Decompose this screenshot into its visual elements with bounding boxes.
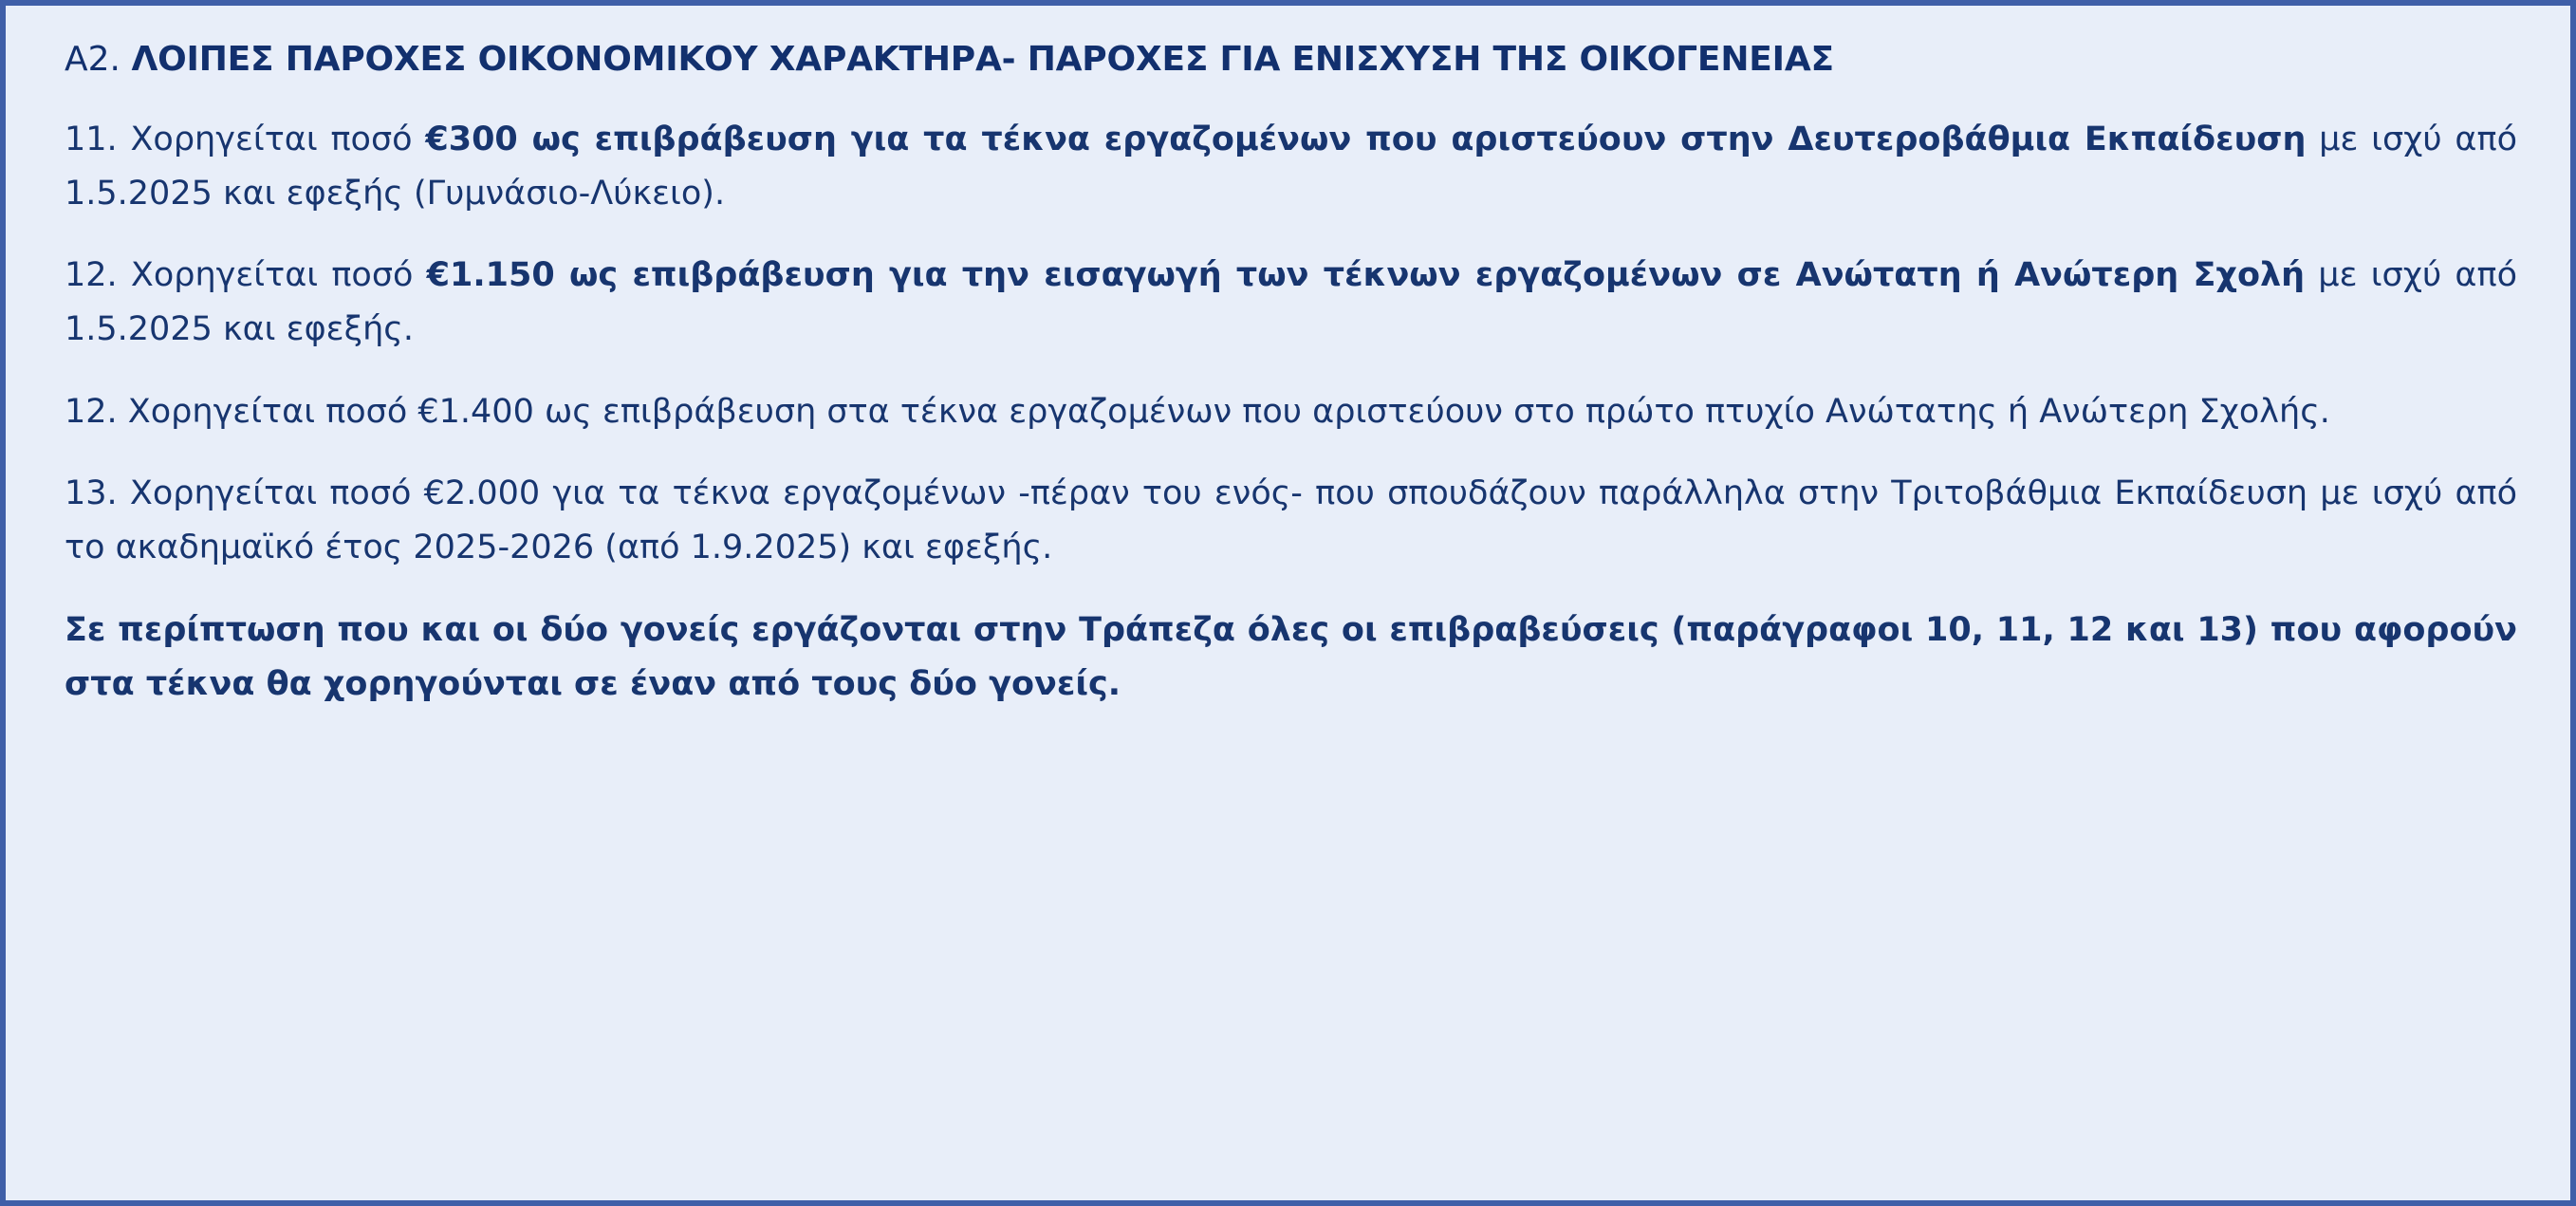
text-run: 12. Χορηγείται ποσό €1.400 ως επιβράβευση στα τέκνα εργαζομένων που αριστεύουν στο πρώτο πτυχίο Ανώτατης ή Ανώτερη Σχολής.: [65, 392, 2330, 431]
text-run: 13. Χορηγείται ποσό €2.000 για τα τέκνα εργαζομένων -πέραν του ενός- που σπουδάζουν παράλληλα στην Τριτοβάθμια Εκπαίδευση με ισχύ από το ακαδημαϊκό έτος 2025-2026 (από 1.9.2025) και εφεξής.: [65, 474, 2517, 567]
text-run: €1.150 ως επιβράβευση για την εισαγωγή των τέκνων εργαζομένων σε Ανώτατη ή Ανώτερη Σχολή: [426, 256, 2306, 295]
paragraph-item-12a: [65, 249, 2517, 356]
section-heading: [65, 38, 2517, 81]
text-run: 11. Χορηγείται ποσό: [65, 121, 426, 158]
text-run: €300 ως επιβράβευση για τα τέκνα εργαζομένων που αριστεύουν στην Δευτεροβάθμια Εκπαίδευση: [425, 121, 2307, 158]
text-run: με ισχύ από 1.5.2025 και εφεξής.: [65, 256, 2517, 349]
paragraph-list: [65, 113, 2517, 711]
paragraph-item-12b: [65, 385, 2517, 439]
section-title: ΛΟΙΠΕΣ ΠΑΡΟΧΕΣ ΟΙΚΟΝΟΜΙΚΟΥ ΧΑΡΑΚΤΗΡΑ- ΠΑΡΟΧΕΣ ΓΙΑ ΕΝΙΣΧΥΣΗ ΤΗΣ ΟΙΚΟΓΕΝΕΙΑΣ: [131, 40, 1834, 79]
paragraph-item-11: [65, 113, 2517, 220]
paragraph-item-13: [65, 467, 2517, 574]
paragraph-closing-note: [65, 603, 2517, 711]
section-number: A2.: [65, 40, 120, 79]
text-run: Σε περίπτωση που και οι δύο γονείς εργάζονται στην Τράπεζα όλες οι επιβραβεύσεις (παράγραφοι 10, 11, 12 και 13) που αφορούν στα τέκνα θα χορηγούνται σε έναν από τους δύο γονείς.: [65, 610, 2517, 703]
text-run: με ισχύ από 1.5.2025 και εφεξής (Γυμνάσιο-Λύκειο).: [65, 121, 2517, 213]
document-content: [6, 6, 2570, 730]
text-run: 12. Χορηγείται ποσό: [65, 256, 427, 295]
